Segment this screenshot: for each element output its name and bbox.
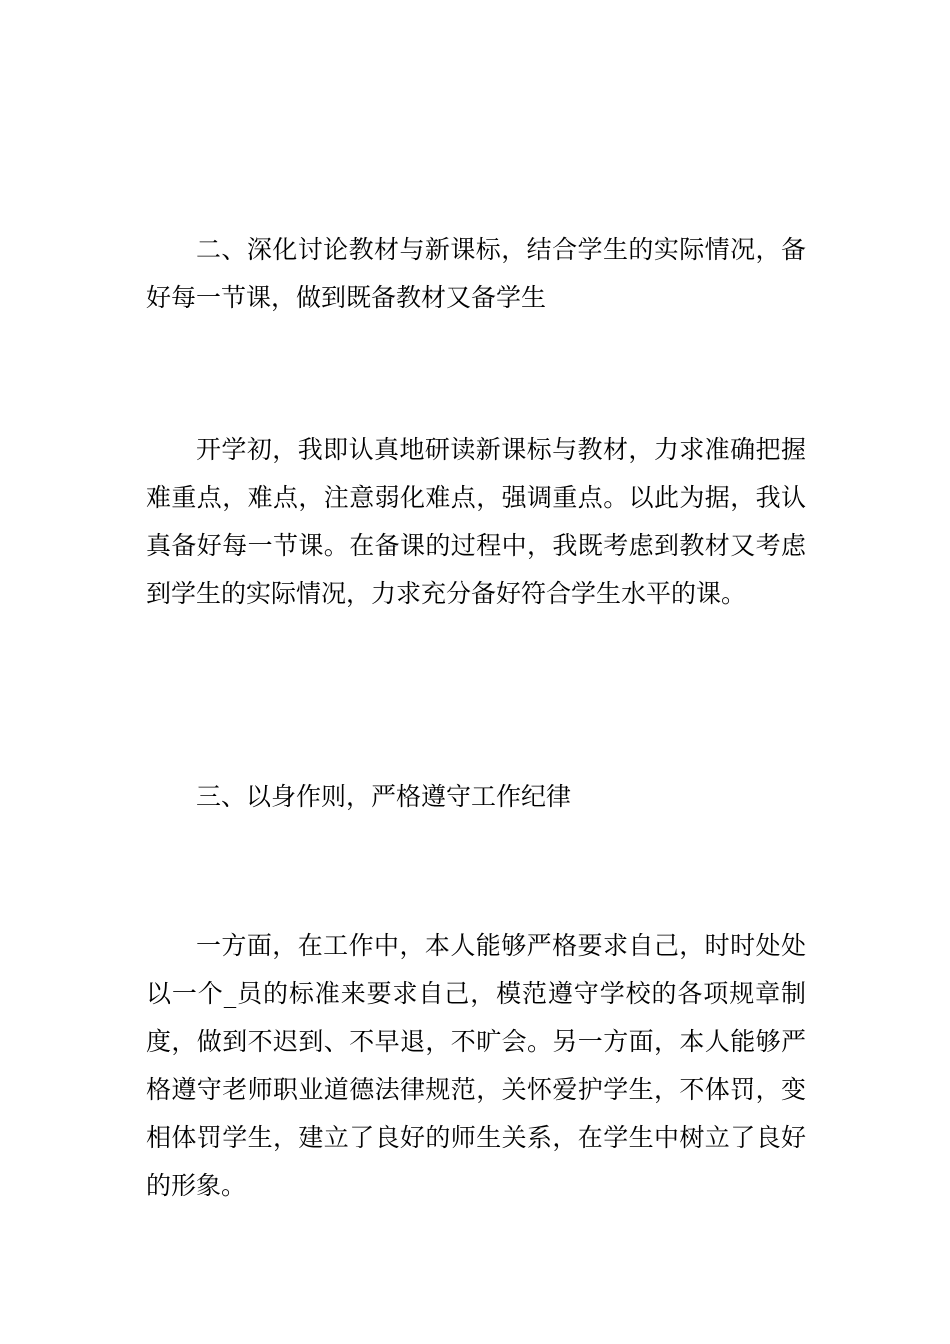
body-paragraph-lesson-prep: 开学初，我即认真地研读新课标与教材，力求准确把握难重点，难点，注意弱化难点，强调重点。以此为据，我认真备好每一节课。在备课的过程中，我既考虑到教材又考虑到学生的实际情况，力求充分备好符合学生水平的课。	[146, 435, 806, 608]
section-heading-three: 三、以身作则，严格遵守工作纪律	[196, 782, 572, 811]
section-heading-two: 二、深化讨论教材与新课标，结合学生的实际情况，备好每一节课，做到既备教材又备学生	[146, 235, 806, 312]
body-paragraph-discipline: 一方面，在工作中，本人能够严格要求自己，时时处处以一个_员的标准来要求自己，模范遵守学校的各项规章制度，做到不迟到、不早退，不旷会。另一方面，本人能够严格遵守老师职业道德法律规范，关怀爱护学生，不体罚，变相体罚学生，建立了良好的师生关系，在学生中树立了良好的形象。	[146, 931, 806, 1200]
